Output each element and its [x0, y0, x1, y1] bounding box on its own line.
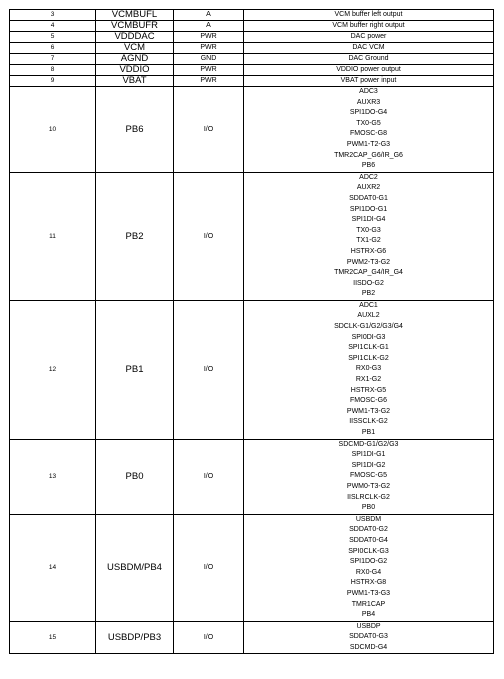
- pin-function-list: [244, 87, 494, 173]
- pin-function: SDDAT0-G1: [349, 194, 388, 202]
- pin-row: [10, 54, 494, 65]
- pin-number: 14: [10, 514, 96, 621]
- pin-function: RX0-G4: [355, 568, 382, 576]
- pin-row: [10, 514, 494, 621]
- pin-type: PWR: [174, 43, 244, 54]
- pin-description: VCM buffer right output: [244, 21, 494, 32]
- pin-function: SPI1DI-G2: [351, 461, 386, 469]
- pin-function-list: [244, 514, 494, 621]
- pin-function: ADC3: [359, 88, 378, 95]
- pin-function: PWM2-T3-G2: [346, 258, 391, 266]
- pin-description-table: [9, 9, 494, 654]
- pin-number: 15: [10, 621, 96, 654]
- pin-name: VBAT: [96, 76, 174, 87]
- pin-number: 8: [10, 65, 96, 76]
- pin-function: HSTRX-G6: [350, 247, 387, 255]
- pin-function: PB1: [361, 429, 376, 436]
- pin-row: [10, 65, 494, 76]
- pin-function: SPI1CLK-G2: [348, 354, 389, 362]
- pin-name: PB1: [96, 300, 174, 439]
- pin-row: [10, 300, 494, 439]
- pin-function: SDCMD-G1/G2/G3: [338, 440, 399, 448]
- pin-number: 13: [10, 439, 96, 514]
- pin-type: PWR: [174, 65, 244, 76]
- pin-function: TMR2CAP_G4/IR_G4: [334, 269, 403, 277]
- pin-function: PWM1-T3-G3: [346, 589, 391, 597]
- pin-type: A: [174, 10, 244, 21]
- pin-number: 6: [10, 43, 96, 54]
- pin-type: I/O: [174, 514, 244, 621]
- pin-description: VBAT power input: [244, 76, 494, 87]
- pin-function: TX0-G5: [356, 119, 381, 127]
- pin-number: 9: [10, 76, 96, 87]
- pin-type: I/O: [174, 439, 244, 514]
- pin-function: FMOSC-G6: [350, 397, 387, 405]
- pin-description: DAC VCM: [244, 43, 494, 54]
- pin-function: IISLRCLK-G2: [347, 493, 390, 501]
- pin-row: [10, 172, 494, 300]
- pin-function: SPI0CLK-G3: [348, 547, 389, 555]
- pin-row: [10, 21, 494, 32]
- pin-function: PWM0-T3-G2: [346, 482, 391, 490]
- pin-name: VDDDAC: [96, 32, 174, 43]
- pin-number: 5: [10, 32, 96, 43]
- pin-function: ADC2: [359, 173, 378, 181]
- pin-row: [10, 76, 494, 87]
- pin-function: TMR2CAP_G6/IR_G6: [334, 151, 403, 159]
- pin-function: SDDAT0-G2: [349, 526, 388, 534]
- pin-function: SPI1DO-G4: [349, 109, 388, 117]
- pin-name: VDDIO: [96, 65, 174, 76]
- pin-function: ADC1: [359, 301, 378, 309]
- pin-number: 12: [10, 300, 96, 439]
- pin-row: [10, 43, 494, 54]
- pin-function: TMR1CAP: [351, 600, 386, 608]
- pin-name: PB2: [96, 172, 174, 300]
- pin-function: FMOSC-G5: [350, 472, 387, 480]
- pin-type: I/O: [174, 87, 244, 173]
- pin-function: PWM1-T2-G3: [346, 140, 391, 148]
- pin-row: [10, 87, 494, 173]
- pin-number: 7: [10, 54, 96, 65]
- pin-row: [10, 10, 494, 21]
- pin-function: SPI1CLK-G1: [348, 344, 389, 352]
- pin-type: PWR: [174, 32, 244, 43]
- pin-function: FMOSC-G8: [350, 130, 387, 138]
- pin-function: SDDAT0-G4: [349, 536, 388, 544]
- pin-function: SPI1DO-G1: [349, 205, 388, 213]
- pin-function: IISSCLK-G2: [349, 418, 388, 426]
- pin-name: PB6: [96, 87, 174, 173]
- pin-function: PB6: [361, 162, 376, 170]
- pin-function-list: [244, 300, 494, 439]
- pin-function: AUXL2: [357, 312, 380, 320]
- pin-function: AUXR3: [356, 98, 381, 106]
- pin-name: PB0: [96, 439, 174, 514]
- pin-function: USBDP: [356, 622, 381, 630]
- pin-function: SDDAT0-G3: [349, 633, 388, 641]
- pin-name: VCM: [96, 43, 174, 54]
- pin-function: SPI0DI-G3: [351, 333, 386, 341]
- pin-function: SDCMD-G4: [349, 643, 388, 651]
- pin-function: SPI1DI-G4: [351, 216, 386, 224]
- pin-description: VCM buffer left output: [244, 10, 494, 21]
- pin-function: HSTRX-G8: [350, 579, 387, 587]
- pin-function: HSTRX-G5: [350, 386, 387, 394]
- pin-function: RX0-G3: [355, 365, 382, 373]
- pin-function: TX0-G3: [356, 226, 381, 234]
- pin-function: SPI1DI-G1: [351, 451, 386, 459]
- pin-number: 4: [10, 21, 96, 32]
- pin-row: [10, 32, 494, 43]
- pin-description: DAC power: [244, 32, 494, 43]
- pin-type: GND: [174, 54, 244, 65]
- pin-function: IISDO-G2: [353, 279, 384, 287]
- pin-number: 10: [10, 87, 96, 173]
- pin-number: 3: [10, 10, 96, 21]
- pin-name: AGND: [96, 54, 174, 65]
- pin-function-list: [244, 621, 494, 654]
- pin-function: RX1-G2: [355, 376, 382, 384]
- pin-row: [10, 621, 494, 654]
- pin-name: VCMBUFL: [96, 10, 174, 21]
- pin-function: USBDM: [355, 515, 382, 523]
- pin-function: SDCLK-G1/G2/G3/G4: [334, 323, 403, 331]
- pin-function-list: [244, 439, 494, 514]
- pin-function: TX1-G2: [356, 237, 381, 245]
- pin-number: 11: [10, 172, 96, 300]
- pin-function: AUXR2: [356, 184, 381, 192]
- pin-function: PB2: [361, 290, 376, 298]
- pin-name: USBDP/PB3: [96, 621, 174, 654]
- pin-table-body: [10, 10, 494, 654]
- pin-function: PWM1-T3-G2: [346, 407, 391, 415]
- pin-type: I/O: [174, 621, 244, 654]
- pin-description: VDDIO power output: [244, 65, 494, 76]
- pin-function: PB4: [361, 611, 376, 619]
- pin-type: I/O: [174, 300, 244, 439]
- pin-function: SPI1DO-G2: [349, 558, 388, 566]
- pin-row: [10, 439, 494, 514]
- pin-description: DAC Ground: [244, 54, 494, 65]
- pin-type: A: [174, 21, 244, 32]
- pin-name: USBDM/PB4: [96, 514, 174, 621]
- pin-function: PB0: [361, 504, 376, 512]
- pin-type: PWR: [174, 76, 244, 87]
- pin-name: VCMBUFR: [96, 21, 174, 32]
- pin-function-list: [244, 172, 494, 300]
- pin-type: I/O: [174, 172, 244, 300]
